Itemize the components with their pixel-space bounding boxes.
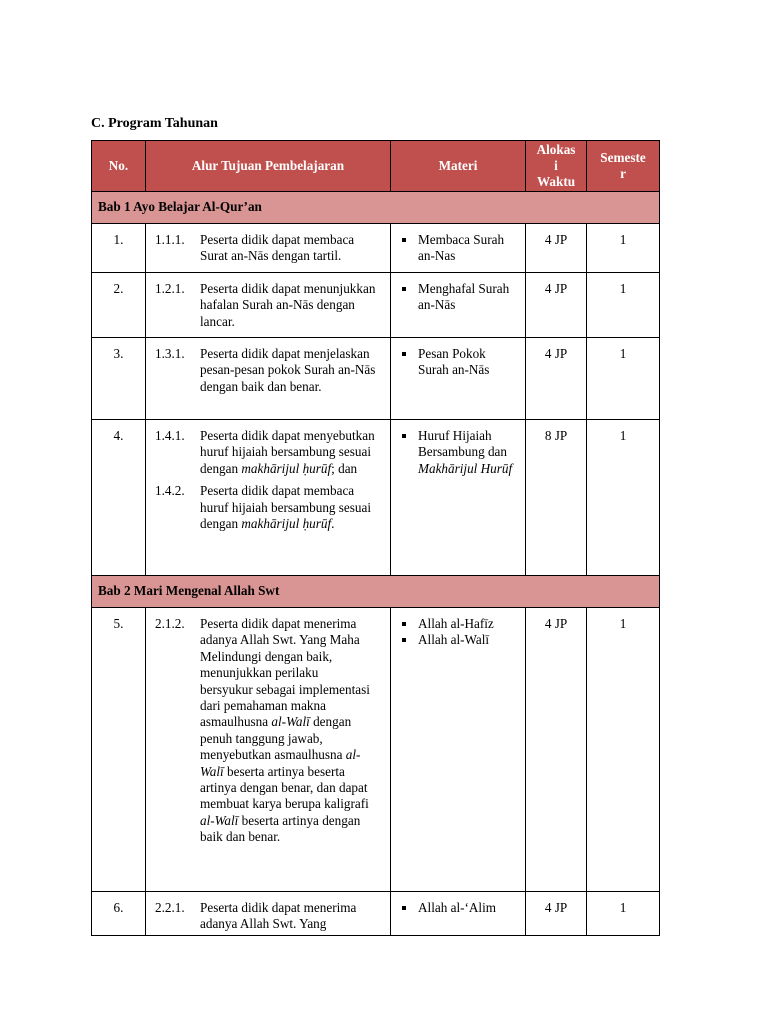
chapter-title: Bab 2 Mari Mengenal Allah Swt <box>92 576 660 608</box>
row-materi <box>391 273 526 338</box>
row-semester: 1 <box>587 273 660 338</box>
objective-code: 2.2.1. <box>155 900 185 915</box>
bullet-square-icon <box>400 232 418 265</box>
materi-item: Allah al-‘Alim <box>400 900 519 916</box>
bullet-square-icon <box>400 346 418 379</box>
chapter-row-2 <box>92 576 660 608</box>
objective-code: 1.4.1. <box>155 428 185 443</box>
row-objectives <box>146 273 391 338</box>
row-alokasi: 8 JP <box>526 420 587 576</box>
row-number: 2. <box>92 273 146 338</box>
row-alokasi: 4 JP <box>526 224 587 273</box>
materi-item: Allah al-Walī <box>400 632 519 648</box>
chapter-title: Bab 1 Ayo Belajar Al-Qur’an <box>92 192 660 224</box>
materi-item: Menghafal Surah an-Nās <box>400 281 519 314</box>
bullet-square-icon <box>400 428 418 477</box>
bullet-square-icon <box>400 900 418 916</box>
row-alokasi: 4 JP <box>526 608 587 892</box>
objective-code: 2.1.2. <box>155 616 185 631</box>
materi-item: Allah al-Hafīz <box>400 616 519 632</box>
row-semester: 1 <box>587 608 660 892</box>
materi-item: Pesan Pokok Surah an-Nās <box>400 346 519 379</box>
row-number: 3. <box>92 338 146 420</box>
table-row <box>92 420 660 576</box>
row-materi <box>391 892 526 936</box>
row-semester: 1 <box>587 338 660 420</box>
objective-text: Peserta didik dapat menerima adanya Allah Swt. Yang Maha Melindungi dengan baik, menunjukkan perilaku bersyukur sebagai implementasi dari pemahaman makna asmaulhusna al-Walī dengan penuh tanggung jawab, menyebutkan asmaulhusna al-Walī beserta artinya beserta artinya dengan benar, dan dapat membuat karya berupa kaligrafi al-Walī beserta artinya dengan baik dan benar. <box>200 616 370 845</box>
row-materi <box>391 224 526 273</box>
header-semester: Semeste r <box>587 141 660 192</box>
bullet-square-icon <box>400 632 418 648</box>
row-semester: 1 <box>587 224 660 273</box>
objective-code: 1.2.1. <box>155 281 185 296</box>
table-row <box>92 338 660 420</box>
objective-text: Peserta didik dapat menerima adanya Allah Swt. Yang <box>200 900 357 932</box>
table-row <box>92 608 660 892</box>
row-alokasi: 4 JP <box>526 892 587 936</box>
objective-text: Peserta didik dapat menyebutkan huruf hijaiah bersambung sesuai dengan makhārijul ḥurūf; dan <box>200 428 375 476</box>
row-number: 5. <box>92 608 146 892</box>
header-materi: Materi <box>391 141 526 192</box>
section-heading: C. Program Tahunan <box>91 116 218 131</box>
row-semester: 1 <box>587 892 660 936</box>
objective-code: 1.4.2. <box>155 483 185 499</box>
table-row <box>92 273 660 338</box>
objective-text: Peserta didik dapat menjelaskan pesan-pesan pokok Surah an-Nās dengan baik dan benar. <box>200 346 376 394</box>
table-row <box>92 892 660 936</box>
annual-program-table <box>91 140 660 936</box>
header-alokasi: Alokas i Waktu <box>526 141 587 192</box>
row-objectives <box>146 608 391 892</box>
row-materi <box>391 420 526 576</box>
header-no: No. <box>92 141 146 192</box>
objective-code: 1.1.1. <box>155 232 185 247</box>
objective-text: Peserta didik dapat membaca huruf hijaiah bersambung sesuai dengan makhārijul ḥurūf. <box>200 483 372 532</box>
materi-item: Membaca Surah an-Nas <box>400 232 519 265</box>
table-row <box>92 224 660 273</box>
materi-item: Huruf Hijaiah Bersambung dan Makhārijul Hurūf <box>400 428 519 477</box>
row-materi <box>391 608 526 892</box>
chapter-row-1 <box>92 192 660 224</box>
objective-text: Peserta didik dapat menunjukkan hafalan Surah an-Nās dengan lancar. <box>200 281 376 329</box>
bullet-square-icon <box>400 281 418 314</box>
row-materi <box>391 338 526 420</box>
objective-code: 1.3.1. <box>155 346 185 361</box>
table-header-row <box>92 141 660 192</box>
row-number: 6. <box>92 892 146 936</box>
bullet-square-icon <box>400 616 418 632</box>
row-alokasi: 4 JP <box>526 273 587 338</box>
row-objectives <box>146 224 391 273</box>
row-semester: 1 <box>587 420 660 576</box>
row-objectives <box>146 892 391 936</box>
row-objectives <box>146 338 391 420</box>
row-objectives <box>146 420 391 576</box>
header-atp: Alur Tujuan Pembelajaran <box>146 141 391 192</box>
row-number: 4. <box>92 420 146 576</box>
row-alokasi: 4 JP <box>526 338 587 420</box>
row-number: 1. <box>92 224 146 273</box>
objective-text: Peserta didik dapat membaca Surat an-Nās dengan tartil. <box>200 232 355 264</box>
